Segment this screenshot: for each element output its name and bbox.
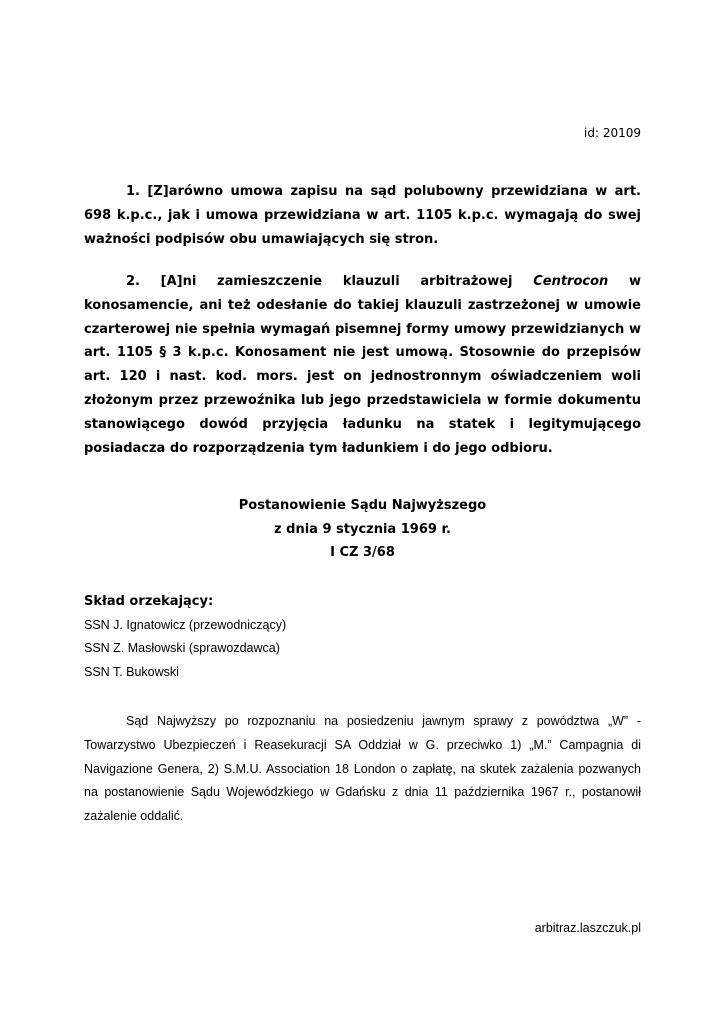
bench-title: Skład orzekający:: [84, 594, 214, 609]
decision-title: Postanowienie Sądu Najwyższego: [238, 498, 487, 513]
decision-heading: [84, 494, 641, 565]
bench-composition: [84, 590, 484, 684]
thesis-2-text-before: 2. [A]ni zamieszczenie klauzuli arbitrażowej: [126, 274, 534, 289]
thesis-2: [84, 270, 641, 460]
document-id: id: 20109: [584, 126, 641, 140]
bench-member: SSN T. Bukowski: [84, 664, 179, 679]
thesis-2-italic-term: Centrocon: [533, 274, 609, 289]
case-number: I CZ 3/68: [330, 545, 395, 560]
bench-member: SSN Z. Masłowski (sprawozdawca): [84, 641, 280, 655]
bench-member: SSN J. Ignatowicz (przewodniczący): [84, 617, 287, 632]
decision-date: z dnia 9 stycznia 1969 r.: [274, 521, 451, 537]
thesis-2-text-after: w konosamencie, ani też odesłanie do takiej klauzuli zastrzeżonej w umowie czarterowej nie spełnia wymagań pisemnej formy umowy przewidzianych w art. 1105 § 3 k.p.c. Konosament nie jest umową. Stosownie do przepisów art. 120 i nast. kod. mors. jest on jednostronnym oświadczeniem woli złożonym przez przewoźnika lub jego przedstawiciela w formie dokumentu stanowiącego dowód przyjęcia ładunku na statek i legitymującego posiadacza do rozporządzenia tym ładunkiem i do jego odbioru.: [84, 274, 641, 456]
ruling-paragraph: Sąd Najwyższy po rozpoznaniu na posiedzeniu jawnym sprawy z powództwa „W” - Towarzystwo Ubezpieczeń i Reasekuracji SA Oddział w G. przeciwko 1) „M.” Campagnia di Navigazione Genera, 2) S.M.U. Association 18 London o zapłatę, na skutek zażalenia pozwanych na postanowienie Sądu Wojewódzkiego w Gdańsku z dnia 11 października 1967 r., postanowił zażalenie oddalić.: [84, 714, 641, 824]
thesis-1: 1. [Z]arówno umowa zapisu na sąd polubowny przewidziana w art. 698 k.p.c., jak i umowa przewidziana w art. 1105 k.p.c. wymagają do swej ważności podpisów obu umawiających się stron.: [84, 184, 641, 247]
footer-source: arbitraz.laszczuk.pl: [534, 921, 641, 935]
